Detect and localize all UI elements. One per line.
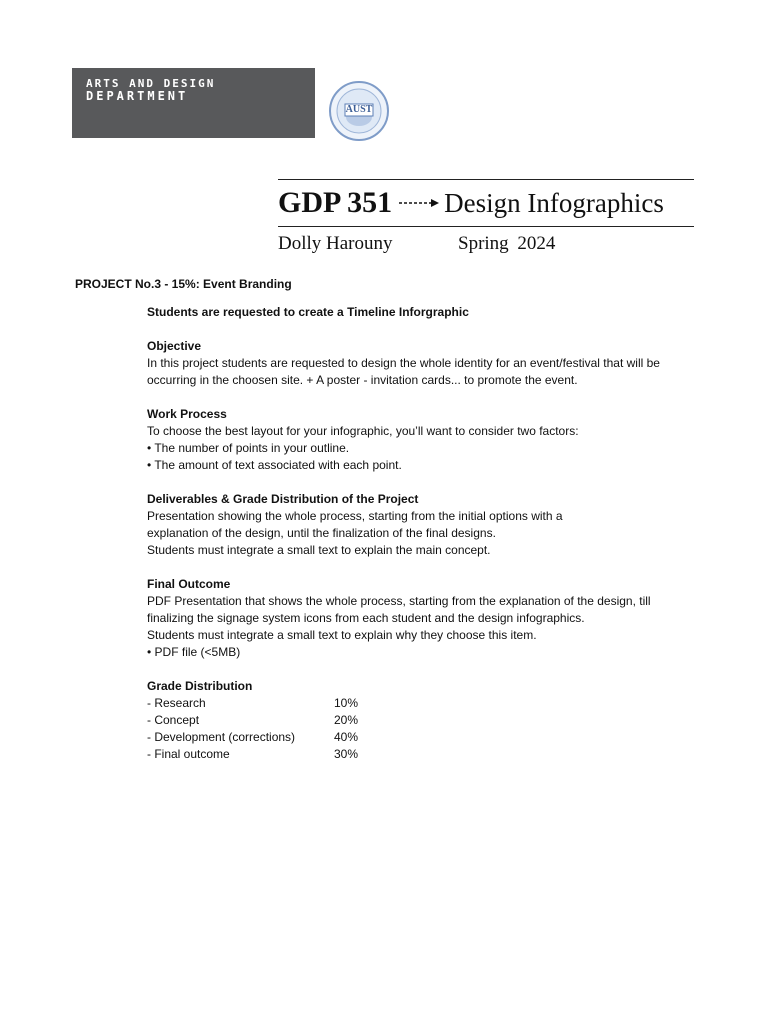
department-logo — [72, 68, 315, 138]
course-term: Spring 2024 — [458, 233, 556, 254]
table-row — [147, 729, 358, 746]
grade-distribution-title: Grade Distribution — [147, 679, 253, 693]
instructor-row — [278, 231, 694, 259]
deliverables-line: Presentation showing the whole process, starting from the initial options with a — [147, 509, 563, 523]
table-row — [147, 695, 358, 712]
objective-line: occurring in the choosen site. + A poster - invitation cards... to promote the event. — [147, 373, 578, 387]
deliverables-line: explanation of the design, until the finalization of the final designs. — [147, 526, 496, 540]
final-outcome-line: finalizing the signage system icons from each student and the design infographics. — [147, 611, 585, 625]
grade-item: - Final outcome — [147, 747, 230, 761]
objective-line: In this project students are requested to design the whole identity for an event/festival that will be — [147, 356, 660, 370]
grade-item: - Development (corrections) — [147, 730, 296, 744]
deliverables-title: Deliverables & Grade Distribution of the Project — [147, 492, 419, 506]
dashed-arrow-icon — [398, 196, 440, 210]
instructor-name: Dolly Harouny — [278, 233, 393, 254]
final-outcome-line: Students must integrate a small text to explain why they choose this item. — [147, 628, 537, 642]
department-line1: ARTS AND DESIGN — [86, 77, 216, 90]
grade-item: - Research — [147, 696, 206, 710]
department-line2: DEPARTMENT — [86, 89, 189, 103]
title-rule-bottom — [278, 226, 694, 227]
course-code: GDP 351 — [278, 186, 393, 219]
work-process-bullet: • The number of points in your outline. — [147, 441, 350, 455]
deliverables-line: Students must integrate a small text to explain the main concept. — [147, 543, 491, 557]
project-intro: Students are requested to create a Timeline Inforgraphic — [147, 305, 469, 319]
seal-text: AUST — [345, 104, 373, 115]
work-process-bullet: • The amount of text associated with each point. — [147, 458, 402, 472]
grade-percent: 30% — [334, 747, 359, 761]
work-process-line: To choose the best layout for your infographic, you’ll want to consider two factors: — [147, 424, 579, 438]
objective-title: Objective — [147, 339, 202, 353]
course-name: Design Infographics — [444, 187, 664, 218]
work-process-title: Work Process — [147, 407, 227, 421]
table-row — [147, 746, 358, 763]
final-outcome-bullet: • PDF file (<5MB) — [147, 645, 241, 659]
final-outcome-line: PDF Presentation that shows the whole process, starting from the explanation of the design, till — [147, 594, 651, 608]
grade-percent: 10% — [334, 696, 359, 710]
final-outcome-title: Final Outcome — [147, 577, 231, 591]
grade-distribution-table — [147, 695, 358, 763]
grade-percent: 40% — [334, 730, 359, 744]
grade-item: - Concept — [147, 713, 200, 727]
course-title-row — [278, 183, 694, 223]
project-brief — [147, 304, 707, 763]
project-heading: PROJECT No.3 - 15%: Event Branding — [75, 277, 292, 291]
grade-percent: 20% — [334, 713, 359, 727]
title-rule-top — [278, 179, 694, 180]
table-row — [147, 712, 358, 729]
